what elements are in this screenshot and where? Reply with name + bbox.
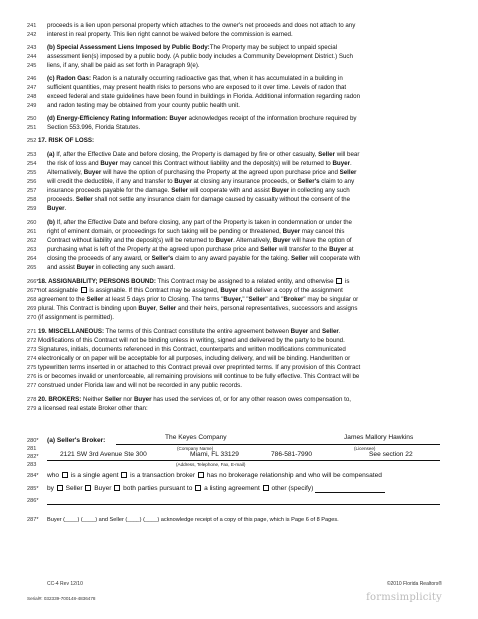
line-number: 261 <box>27 229 37 235</box>
line-text: (b) Special Assessment Liens Imposed by Public Body:The Property may be subject to unpaid special <box>47 44 338 51</box>
line-text: (c) Radon Gas: Radon is a naturally occurring radioactive gas that, when it has accumulated in a building in <box>47 75 343 82</box>
line-number: 276 <box>27 374 37 380</box>
single-agent-checkbox[interactable] <box>62 472 68 478</box>
line-number: 282* <box>27 454 39 460</box>
listing-agreement-checkbox[interactable] <box>195 485 201 491</box>
other-specify-field[interactable] <box>315 485 385 493</box>
line-text: liens, if any, shall be paid as set forth in Paragraph 9(e). <box>47 62 200 69</box>
line-number: 283 <box>27 462 37 468</box>
line-text: Alternatively, Buyer will have the option of purchasing the Property at the agreed upon purchase price and Seller <box>47 169 357 176</box>
line-number: 268 <box>27 297 37 303</box>
line-text: exceed federal and state guidelines have been found in buildings in Florida. Additional information regarding radon <box>47 93 361 100</box>
line-text: Contract without liability and the deposit(s) will be returned to Buyer. Alternatively, Buyer will have the option of <box>47 237 352 244</box>
line-text: right of eminent domain, or proceedings for such taking will be pending or threatened, Buyer may cancel this <box>47 228 345 235</box>
no-brokerage-checkbox[interactable] <box>198 472 204 478</box>
line-text: is or becomes invalid or unenforceable, all remaining provisions will continue to be fully effective. This Contract will be <box>38 373 360 380</box>
acknowledgement-text: Buyer (____) (____) and Seller (____) (____) acknowledge receipt of a copy of this page, which is Page 6 of 8 Pages. <box>47 517 339 523</box>
line-text: 17. RISK OF LOSS: <box>38 137 95 144</box>
line-number: 255 <box>27 170 37 176</box>
line-text: 19. MISCELLANEOUS: The terms of this Contract constitute the entire agreement between Buyer and Seller. <box>38 328 341 335</box>
line-number: 253 <box>27 152 37 158</box>
line-text: (a) If, after the Effective Date and before closing, the Property is damaged by fire or other casualty, Seller will bear <box>47 151 360 158</box>
line-number: 254 <box>27 161 37 167</box>
line-number: 287* <box>27 517 39 523</box>
broker-city: Miami, FL 33129 <box>190 451 239 458</box>
broker-phone: 786-581-7990 <box>271 451 313 458</box>
both-parties-checkbox[interactable] <box>114 485 120 491</box>
line-number: 262 <box>27 238 37 244</box>
line-number: 280* <box>27 438 39 444</box>
checkbox[interactable] <box>336 278 342 284</box>
company-name-caption: (Company Name) <box>177 446 214 451</box>
line-text: agreement to the Seller at least 5 days prior to Closing. The terms "Buyer," "Seller" and "Broker" may be singular or <box>38 296 359 303</box>
line-text: not assignable is assignable. If this Contract may be assigned, Buyer shall deliver a copy of the assignment <box>38 287 343 294</box>
seller-label: Seller <box>65 485 83 492</box>
line-text: typewritten terms inserted in or attached to this Contract prevail over preprinted terms. If any provision of this Contract <box>38 364 361 371</box>
line-number: 273 <box>27 347 37 353</box>
address-caption: (Address, Telephone, Fax, E-mail) <box>176 462 246 467</box>
line-number: 248 <box>27 94 37 100</box>
both-parties-label: both parties pursuant to <box>123 485 193 492</box>
line-text: (if assignment is permitted). <box>38 314 114 321</box>
line-text: Buyer. <box>47 205 67 212</box>
line-number: 264 <box>27 256 37 262</box>
line-text: and assist Buyer in collecting any such award. <box>47 264 175 271</box>
line-number: 286* <box>27 498 39 504</box>
line-text: Section 553.996, Florida Statutes. <box>47 124 141 131</box>
line-text: (b) If, after the Effective Date and before closing, any part of the Property is taken in condemnation or under the <box>47 219 352 226</box>
line-text: the risk of loss and Buyer may cancel this Contract without liability and the deposit(s) will be returned to Buyer. <box>47 160 352 167</box>
line-number: 265 <box>27 265 37 271</box>
line-text: electronically or on paper will be acceptable for all purposes, including delivery, and will be binding. Handwritten or <box>38 355 351 362</box>
checkbox[interactable] <box>81 287 87 293</box>
line-number: 263 <box>27 247 37 253</box>
line-number: 281 <box>27 446 37 452</box>
buyer-compensates-checkbox[interactable] <box>85 485 91 491</box>
line-number: 274 <box>27 356 37 362</box>
line-number: 284* <box>27 473 39 479</box>
line-text: sufficient quantities, may present health risks to persons who are exposed to it over time. Levels of radon that <box>47 84 347 91</box>
other-specify-checkbox[interactable] <box>263 485 269 491</box>
line-number: 260 <box>27 220 37 226</box>
line-text: construed under Florida law and will not be recorded in any public records. <box>38 382 242 389</box>
listing-agreement-label: a listing agreement <box>204 485 260 492</box>
line-text: assessment lien(s) imposed by a public body. (A public body includes a Community Development District.) Such <box>47 53 353 60</box>
formsimplicity-logo: formsimplicity <box>366 592 442 603</box>
line-number: 250 <box>27 116 37 122</box>
line-number: 241 <box>27 23 37 29</box>
line-number: 245 <box>27 63 37 69</box>
line-number: 242 <box>27 32 37 38</box>
line-text: plural. This Contract is binding upon Buyer, Seller and their heirs, personal representatives, successors and assigns <box>38 305 358 312</box>
licensee-caption: (Licensee) <box>354 446 376 451</box>
line-number: 279 <box>27 406 37 412</box>
single-agent-label: is a single agent <box>70 472 119 479</box>
line-text: insurance proceeds payable for the damage. Seller will cooperate with and assist Buyer in collecting any such <box>47 187 350 194</box>
who-label: who <box>47 472 60 479</box>
line-text: Signatures, initials, documents referenced in this Contract, counterparts and written modifications communicated <box>38 346 346 353</box>
line-text: closing the proceeds of any award, or Seller's claim to any award payable for the taking. Seller will cooperate with <box>47 255 361 262</box>
copyright: ©2010 Florida Realtors® <box>386 581 442 587</box>
broker-licensee: James Mallory Hawkins <box>344 434 414 441</box>
line-text: (d) Energy-Efficiency Rating Information: Buyer acknowledges receipt of the information brochure required by <box>47 115 357 122</box>
line-text: proceeds. Seller shall not settle any insurance claim for damage caused by casualty without the consent of the <box>47 196 351 203</box>
line-number: 243 <box>27 45 37 51</box>
line-number: 246 <box>27 76 37 82</box>
transaction-broker-label: is a transaction broker <box>130 472 196 479</box>
buyer-label: Buyer <box>94 485 112 492</box>
line-number: 277 <box>27 383 37 389</box>
line-text: 20. BROKERS: Neither Seller nor Buyer has used the services of, or for any other reason owes compensation to, <box>38 396 351 403</box>
line-number: 271 <box>27 329 37 335</box>
other-specify-continued-field[interactable] <box>47 497 440 505</box>
line-number: 258 <box>27 197 37 203</box>
sellers-broker-label: (a) Seller's Broker: <box>47 437 106 444</box>
line-number: 252 <box>27 138 37 144</box>
broker-company: The Keyes Company <box>165 434 227 441</box>
line-text: will credit the deductible, if any and transfer to Buyer at closing any insurance proceeds, or Seller's claim to any <box>47 178 355 185</box>
line-number: 251 <box>27 125 37 131</box>
line-number: 278 <box>27 397 37 403</box>
broker-address: 2121 SW 3rd Avenue Ste 300 <box>60 451 147 458</box>
line-number: 267* <box>27 288 39 294</box>
line-number: 244 <box>27 54 37 60</box>
line-number: 272 <box>27 338 37 344</box>
line-text: Modifications of this Contract will not be binding unless in writing, signed and delivered by the party to be bound. <box>38 337 345 344</box>
seller-compensates-checkbox[interactable] <box>57 485 63 491</box>
line-number: 249 <box>27 103 37 109</box>
by-label: by <box>47 485 54 492</box>
line-number: 285* <box>27 486 39 492</box>
line-number: 270 <box>27 315 37 321</box>
broker-email: See section 22 <box>369 451 413 458</box>
line-number: 257 <box>27 188 37 194</box>
serial-number: Serial#: 032339-700148-4836478 <box>27 596 96 601</box>
line-text: proceeds is a lien upon personal property which attaches to the owner's net proceeds and does not attach to any <box>47 22 356 29</box>
line-number: 275 <box>27 365 37 371</box>
no-brokerage-label: has no brokerage relationship and who will be compensated <box>206 472 382 479</box>
line-number: 247 <box>27 85 37 91</box>
line-text: purchasing what is left of the Property at the agreed upon purchase price and Seller will transfer to the Buyer at <box>47 246 354 253</box>
line-number: 266* <box>27 279 39 285</box>
form-id: CC-4 Rev 12/10 <box>47 581 83 587</box>
line-number: 259 <box>27 206 37 212</box>
line-text: a licensed real estate Broker other than: <box>38 405 148 412</box>
line-text: 18. ASSIGNABILITY; PERSONS BOUND: This Contract may be assigned to a related entity, and otherwise is <box>38 278 350 285</box>
line-number: 269 <box>27 306 37 312</box>
line-text: interest in real property. This lien right cannot be waived before the commission is earned. <box>47 31 293 38</box>
line-number: 256 <box>27 179 37 185</box>
other-specify-label: other (specify) <box>271 485 314 492</box>
line-text: and radon testing may be obtained from your county public health unit. <box>47 102 240 109</box>
transaction-broker-checkbox[interactable] <box>121 472 127 478</box>
